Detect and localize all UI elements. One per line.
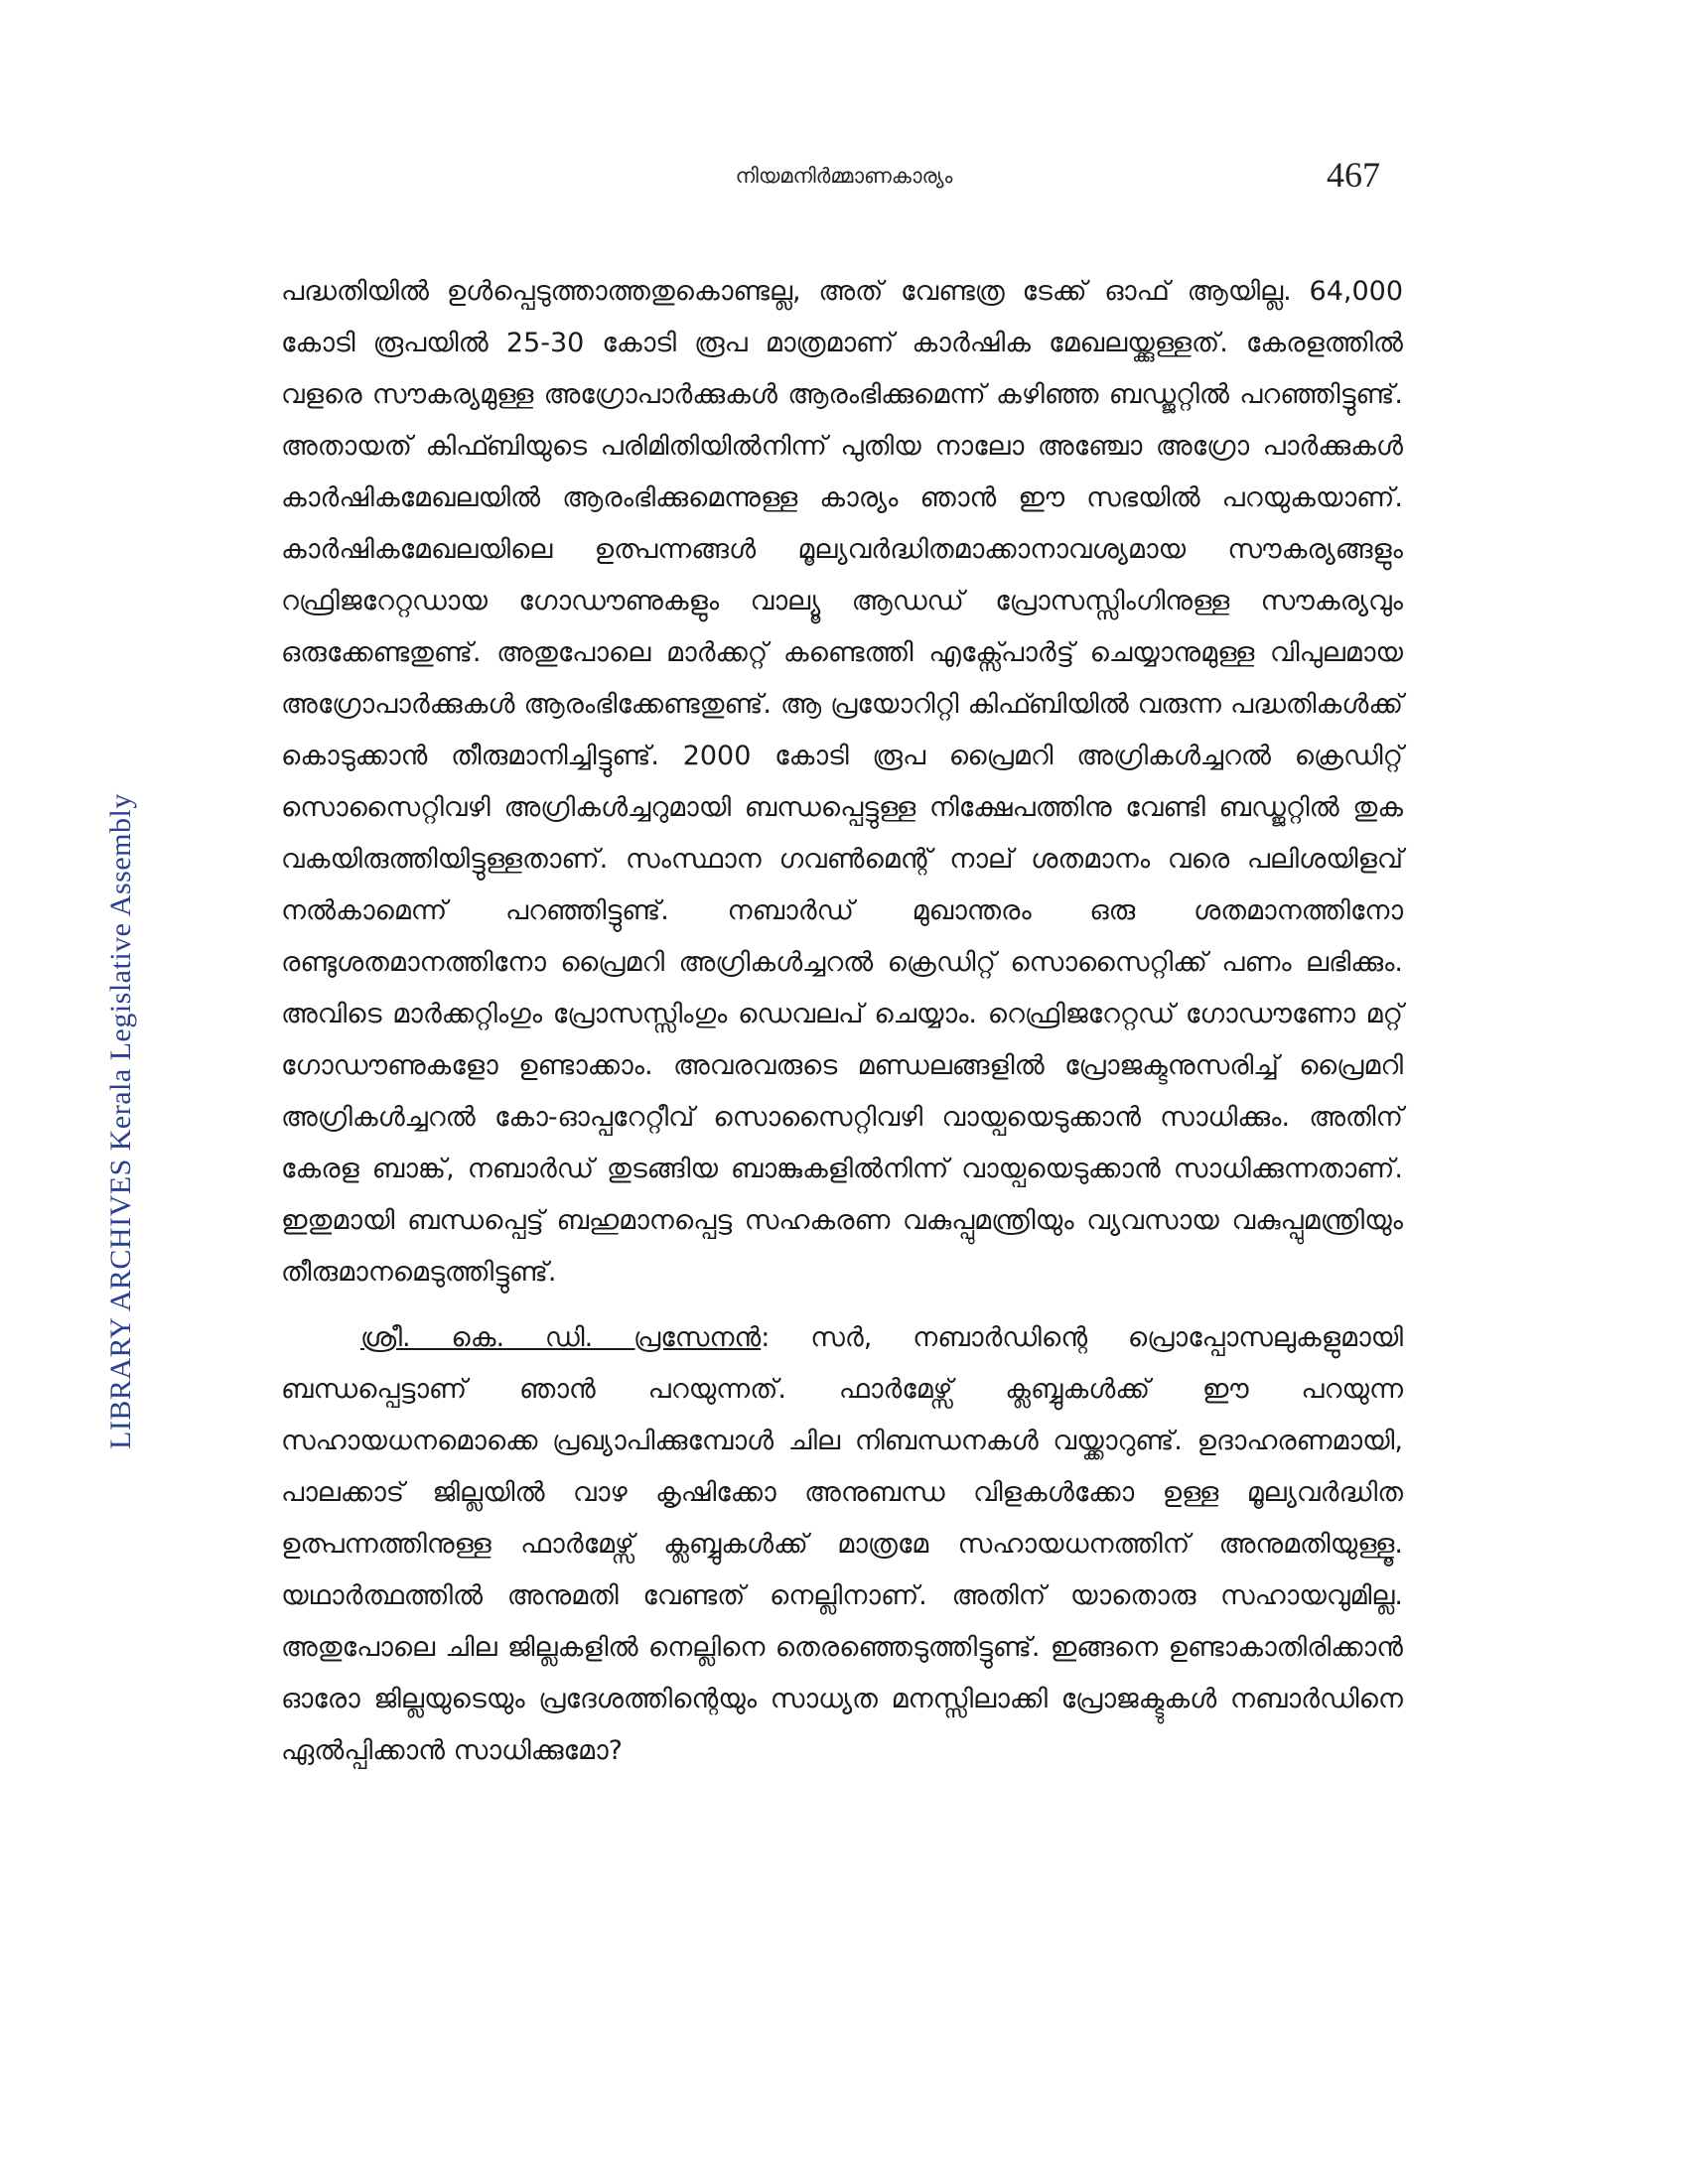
- document-body: [281, 266, 1403, 1777]
- paragraph-text: : സർ, നബാർഡിന്റെ പ്രൊപ്പോസലുകളുമായി ബന്ധപ്പെട്ടാണ് ഞാൻ പറയുന്നത്. ഫാർമേഴ്സ് ക്ലബ്ബുകൾക്ക് ഈ പറയുന്ന സഹായധനമൊക്കെ പ്രഖ്യാപിക്കുമ്പോൾ ചില നിബന്ധനകൾ വയ്ക്കാറുണ്ട്. ഉദാഹരണമായി, പാലക്കാട് ജില്ലയിൽ വാഴ കൃഷിക്കോ അനുബന്ധ വിളകൾക്കോ ഉള്ള മൂല്യവർദ്ധിത ഉത്പന്നത്തിനുള്ള ഫാർമേഴ്സ് ക്ലബ്ബുകൾക്ക് മാത്രമേ സഹായധനത്തിന് അനുമതിയുള്ളൂ. യഥാർത്ഥത്തിൽ അനുമതി വേണ്ടത് നെല്ലിനാണ്. അതിന് യാതൊരു സഹായവുമില്ല. അതുപോലെ ചില ജില്ലകളിൽ നെല്ലിനെ തെരഞ്ഞെടുത്തിട്ടുണ്ട്. ഇങ്ങനെ ഉണ്ടാകാതിരിക്കാൻ ഓരോ ജില്ലയുടെയും പ്രദേശത്തിന്റെയും സാധ്യത മനസ്സിലാക്കി പ്രോജക്ടുകൾ നബാർഡിനെ ഏൽപ്പിക്കാൻ സാധിക്കുമോ?: [281, 1322, 1403, 1766]
- running-title: നിയമനിർമ്മാണകാര്യം: [735, 164, 953, 188]
- page-number: 467: [1327, 155, 1380, 195]
- paragraph-1: [281, 266, 1403, 1298]
- paragraph-2: [281, 1312, 1403, 1777]
- watermark-text: LIBRARY ARCHIVES Kerala Legislative Assembly: [104, 793, 137, 1449]
- paragraph-text: പദ്ധതിയിൽ ഉൾപ്പെടുത്താത്തതുകൊണ്ടല്ല, അത് വേണ്ടത്ര ടേക്ക് ഓഫ് ആയില്ല. 64,000 കോടി രൂപയിൽ 25-30 കോടി രൂപ മാത്രമാണ് കാർഷിക മേഖലയ്ക്കുള്ളത്. കേരളത്തിൽ വളരെ സൗകര്യമുള്ള അഗ്രോപാർക്കുകൾ ആരംഭിക്കുമെന്ന് കഴിഞ്ഞ ബഡ്ജറ്റിൽ പറഞ്ഞിട്ടുണ്ട്. അതായത് കിഫ്ബിയുടെ പരിമിതിയിൽനിന്ന് പുതിയ നാലോ അഞ്ചോ അഗ്രോ പാർക്കുകൾ കാർഷികമേഖലയിൽ ആരംഭിക്കുമെന്നുള്ള കാര്യം ഞാൻ ഈ സഭയിൽ പറയുകയാണ്. കാർഷികമേഖലയിലെ ഉത്പന്നങ്ങൾ മൂല്യവർദ്ധിതമാക്കാനാവശ്യമായ സൗകര്യങ്ങളും റഫ്രിജറേറ്റഡായ ഗോഡൗണുകളും വാല്യൂ ആഡഡ് പ്രോസസ്സിംഗിനുള്ള സൗകര്യവും ഒരുക്കേണ്ടതുണ്ട്. അതുപോലെ മാർക്കറ്റ് കണ്ടെത്തി എക്സ്പോർട്ട് ചെയ്യാനുമുള്ള വിപുലമായ അഗ്രോപാർക്കുകൾ ആരംഭിക്കേണ്ടതുണ്ട്. ആ പ്രയോറിറ്റി കിഫ്ബിയിൽ വരുന്ന പദ്ധതികൾക്ക് കൊടുക്കാൻ തീരുമാനിച്ചിട്ടുണ്ട്. 2000 കോടി രൂപ പ്രൈമറി അഗ്രികൾച്ചറൽ ക്രെഡിറ്റ് സൊസൈറ്റിവഴി അഗ്രികൾച്ചറുമായി ബന്ധപ്പെട്ടുള്ള നിക്ഷേപത്തിനു വേണ്ടി ബഡ്ജറ്റിൽ തുക വകയിരുത്തിയിട്ടുള്ളതാണ്. സംസ്ഥാന ഗവൺമെന്റ് നാല് ശതമാനം വരെ പലിശയിളവ് നൽകാമെന്ന് പറഞ്ഞിട്ടുണ്ട്. നബാർഡ് മുഖാന്തരം ഒരു ശതമാനത്തിനോ രണ്ടുശതമാനത്തിനോ പ്രൈമറി അഗ്രികൾച്ചറൽ ക്രെഡിറ്റ് സൊസൈറ്റിക്ക് പണം ലഭിക്കും. അവിടെ മാർക്കറ്റിംഗും പ്രോസസ്സിംഗും ഡെവലപ് ചെയ്യാം. റെഫ്രിജറേറ്റഡ് ഗോഡൗണോ മറ്റ് ഗോഡൗണുകളോ ഉണ്ടാക്കാം. അവരവരുടെ മണ്ഡലങ്ങളിൽ പ്രോജക്ടനുസരിച്ച് പ്രൈമറി അഗ്രികൾച്ചറൽ കോ-ഓപ്പറേറ്റീവ് സൊസൈറ്റിവഴി വായ്പയെടുക്കാൻ സാധിക്കും. അതിന് കേരള ബാങ്ക്, നബാർഡ് തുടങ്ങിയ ബാങ്കുകളിൽനിന്ന് വായ്പയെടുക്കാൻ സാധിക്കുന്നതാണ്. ഇതുമായി ബന്ധപ്പെട്ട് ബഹുമാനപ്പെട്ട സഹകരണ വകുപ്പുമന്ത്രിയും വ്യവസായ വകുപ്പുമന്ത്രിയും തീരുമാനമെടുത്തിട്ടുണ്ട്.: [281, 276, 1403, 1288]
- page-header: [0, 154, 1688, 204]
- speaker-name: ശ്രീ. കെ. ഡി. പ്രസേനൻ: [360, 1322, 762, 1353]
